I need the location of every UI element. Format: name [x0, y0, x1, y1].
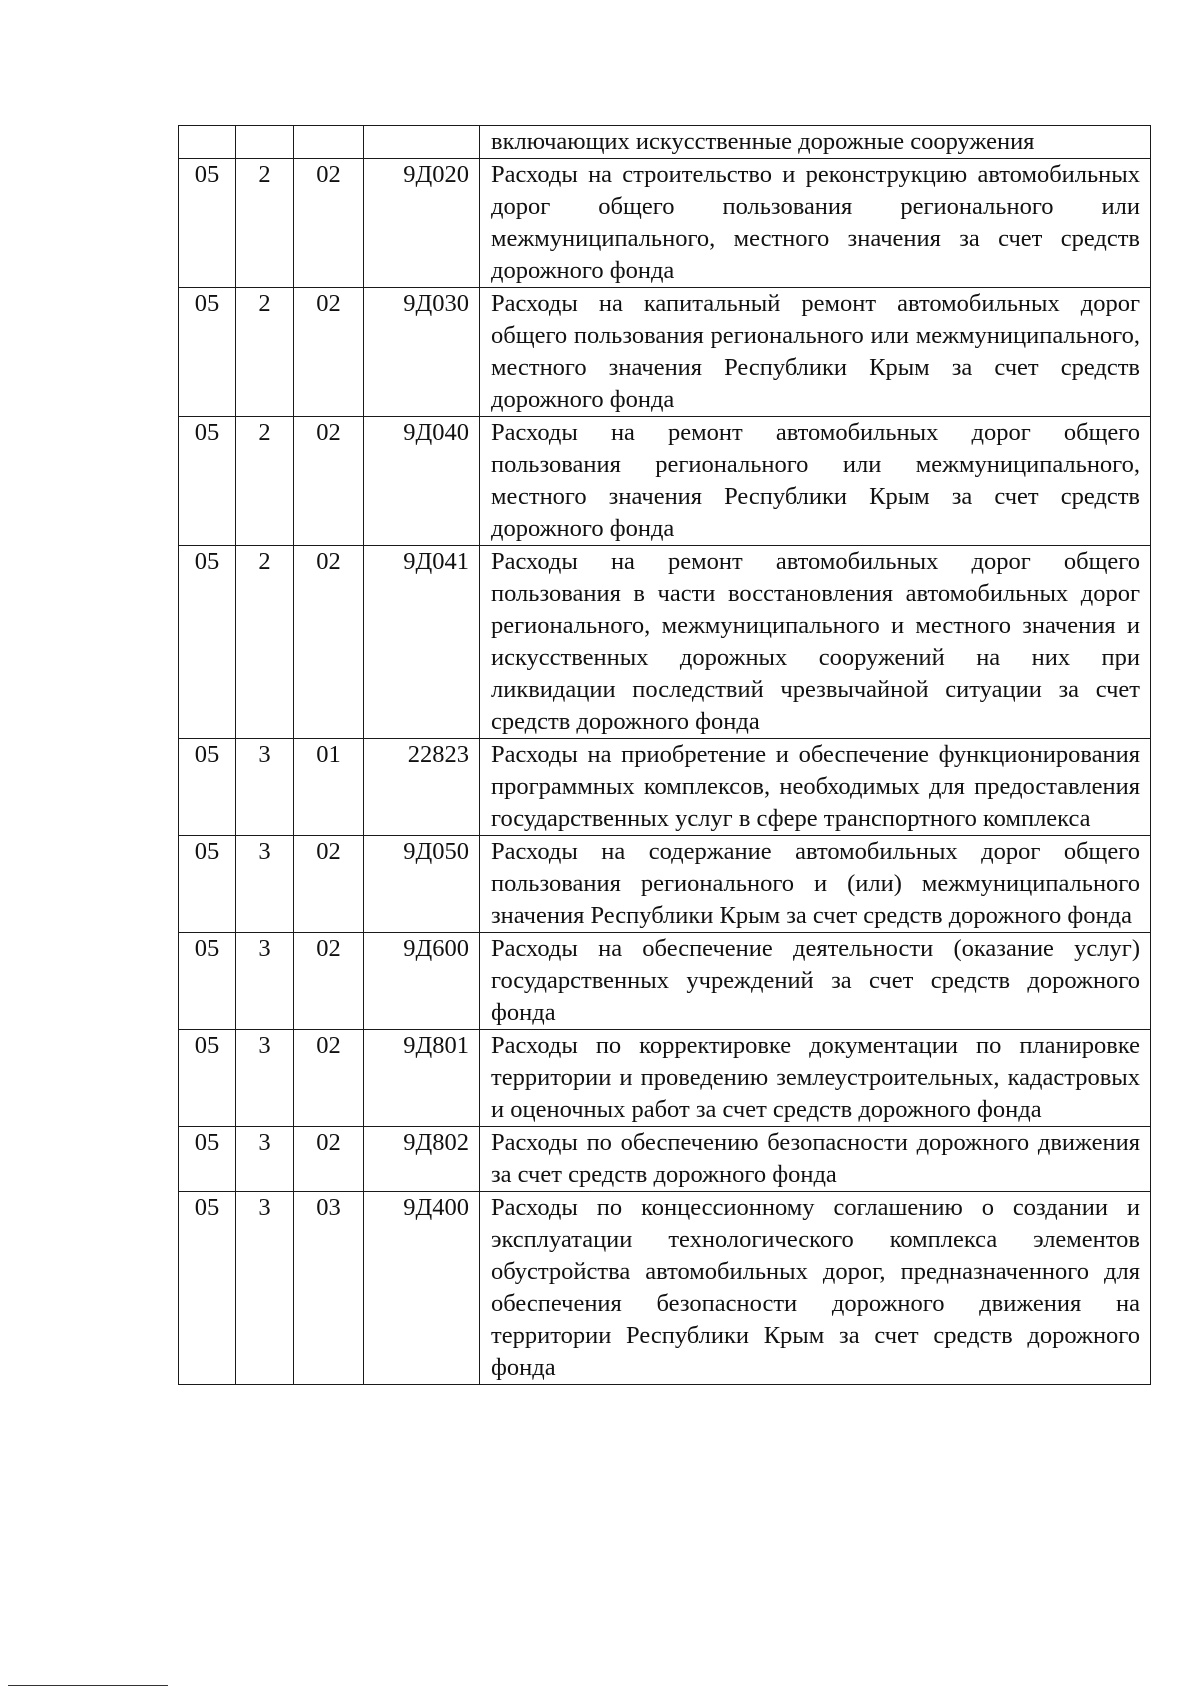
program-code: 05: [179, 739, 236, 836]
direction-code: 9Д040: [364, 417, 480, 546]
subprogram-code: 3: [236, 1127, 294, 1192]
code-cell-1: [179, 126, 236, 159]
direction-code: 9Д801: [364, 1030, 480, 1127]
table-row: [179, 1030, 1151, 1127]
program-code: 05: [179, 933, 236, 1030]
row-description: Расходы на строительство и реконструкцию автомобильных дорог общего пользования регионального или межмуниципального, местного значения за счет средств дорожного фонда: [480, 159, 1151, 288]
subprogram-code: 2: [236, 546, 294, 739]
event-code: 03: [294, 1192, 364, 1385]
program-code: 05: [179, 1192, 236, 1385]
event-code: 02: [294, 933, 364, 1030]
subprogram-code: 3: [236, 836, 294, 933]
event-code: 02: [294, 1030, 364, 1127]
code-cell-3: [294, 126, 364, 159]
program-code: 05: [179, 836, 236, 933]
row-description: Расходы на содержание автомобильных дорог общего пользования регионального и (или) межмуниципального значения Республики Крым за счет средств дорожного фонда: [480, 836, 1151, 933]
subprogram-code: 2: [236, 159, 294, 288]
row-description: Расходы на ремонт автомобильных дорог общего пользования регионального или межмуниципального, местного значения Республики Крым за счет средств дорожного фонда: [480, 417, 1151, 546]
continuation-row: [179, 126, 1151, 159]
budget-classification-table: [178, 125, 1151, 1385]
program-code: 05: [179, 288, 236, 417]
direction-code: 9Д600: [364, 933, 480, 1030]
table-row: [179, 1192, 1151, 1385]
footnote-divider: [8, 1685, 168, 1686]
row-description: Расходы на приобретение и обеспечение функционирования программных комплексов, необходимых для предоставления государственных услуг в сфере транспортного комплекса: [480, 739, 1151, 836]
direction-code: 9Д400: [364, 1192, 480, 1385]
table-row: [179, 417, 1151, 546]
subprogram-code: 2: [236, 417, 294, 546]
direction-code: 9Д030: [364, 288, 480, 417]
direction-code: 22823: [364, 739, 480, 836]
event-code: 02: [294, 288, 364, 417]
code-cell-2: [236, 126, 294, 159]
program-code: 05: [179, 1127, 236, 1192]
continuation-description: включающих искусственные дорожные сооружения: [480, 126, 1151, 159]
subprogram-code: 3: [236, 1192, 294, 1385]
code-cell-4: [364, 126, 480, 159]
program-code: 05: [179, 417, 236, 546]
program-code: 05: [179, 546, 236, 739]
subprogram-code: 3: [236, 1030, 294, 1127]
row-description: Расходы по корректировке документации по планировке территории и проведению землеустроительных, кадастровых и оценочных работ за счет средств дорожного фонда: [480, 1030, 1151, 1127]
subprogram-code: 2: [236, 288, 294, 417]
event-code: 02: [294, 417, 364, 546]
row-description: Расходы по концессионному соглашению о создании и эксплуатации технологического комплекса элементов обустройства автомобильных дорог, предназначенного для обеспечения безопасности дорожного движения на территории Республики Крым за счет средств дорожного фонда: [480, 1192, 1151, 1385]
table-row: [179, 739, 1151, 836]
table-row: [179, 933, 1151, 1030]
event-code: 02: [294, 546, 364, 739]
event-code: 02: [294, 836, 364, 933]
subprogram-code: 3: [236, 739, 294, 836]
event-code: 02: [294, 1127, 364, 1192]
table-row: [179, 159, 1151, 288]
table-row: [179, 836, 1151, 933]
row-description: Расходы на обеспечение деятельности (оказание услуг) государственных учреждений за счет средств дорожного фонда: [480, 933, 1151, 1030]
direction-code: 9Д041: [364, 546, 480, 739]
subprogram-code: 3: [236, 933, 294, 1030]
program-code: 05: [179, 159, 236, 288]
table-row: [179, 288, 1151, 417]
direction-code: 9Д020: [364, 159, 480, 288]
event-code: 01: [294, 739, 364, 836]
table-row: [179, 1127, 1151, 1192]
row-description: Расходы на капитальный ремонт автомобильных дорог общего пользования регионального или межмуниципального, местного значения Республики Крым за счет средств дорожного фонда: [480, 288, 1151, 417]
event-code: 02: [294, 159, 364, 288]
table-row: [179, 546, 1151, 739]
program-code: 05: [179, 1030, 236, 1127]
row-description: Расходы по обеспечению безопасности дорожного движения за счет средств дорожного фонда: [480, 1127, 1151, 1192]
row-description: Расходы на ремонт автомобильных дорог общего пользования в части восстановления автомобильных дорог регионального, межмуниципального и местного значения и искусственных дорожных сооружений на них при ликвидации последствий чрезвычайной ситуации за счет средств дорожного фонда: [480, 546, 1151, 739]
direction-code: 9Д802: [364, 1127, 480, 1192]
direction-code: 9Д050: [364, 836, 480, 933]
